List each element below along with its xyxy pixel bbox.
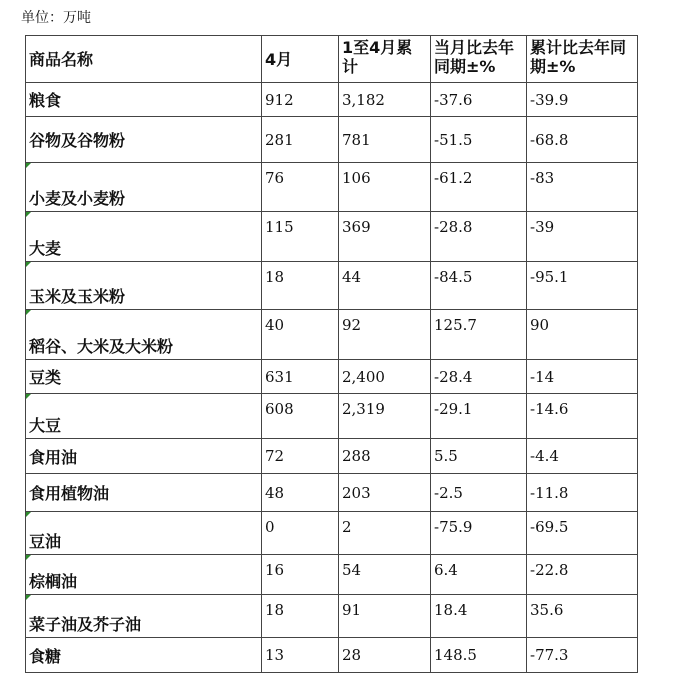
april-value: 16 <box>262 555 339 595</box>
table-row <box>26 638 638 673</box>
commodity-name <box>26 83 262 117</box>
commodity-name <box>26 512 262 555</box>
cumulative-yoy-value: 35.6 <box>527 595 638 638</box>
header-row <box>26 36 638 83</box>
cumulative-yoy-value: -69.5 <box>527 512 638 555</box>
month-yoy-value: -2.5 <box>431 474 527 512</box>
table-row <box>26 262 638 310</box>
cumulative-yoy-value: -14 <box>527 360 638 394</box>
comment-marker-icon <box>26 555 31 560</box>
commodity-name <box>26 474 262 512</box>
comment-marker-icon <box>26 394 31 399</box>
header-cumulative-yoy: 累计比去年同期±% <box>527 36 638 83</box>
cumulative-value: 369 <box>339 212 431 262</box>
cumulative-yoy-value: -4.4 <box>527 439 638 474</box>
april-value: 48 <box>262 474 339 512</box>
april-value: 13 <box>262 638 339 673</box>
commodity-name-text: 稻谷、大米及大米粉 <box>29 337 174 356</box>
commodity-name-text: 谷物及谷物粉 <box>29 131 126 150</box>
table-row <box>26 555 638 595</box>
unit-label: 单位：万吨 <box>21 10 91 26</box>
comment-marker-icon <box>26 262 31 267</box>
april-value: 40 <box>262 310 339 360</box>
month-yoy-value: 6.4 <box>431 555 527 595</box>
april-value: 115 <box>262 212 339 262</box>
commodity-name <box>26 163 262 212</box>
month-yoy-value: -29.1 <box>431 394 527 439</box>
table-row <box>26 117 638 163</box>
cumulative-value: 92 <box>339 310 431 360</box>
table-row <box>26 474 638 512</box>
cumulative-value: 203 <box>339 474 431 512</box>
comment-marker-icon <box>26 595 31 600</box>
cumulative-yoy-value: -77.3 <box>527 638 638 673</box>
table-row <box>26 83 638 117</box>
comment-marker-icon <box>26 310 31 315</box>
comment-marker-icon <box>26 163 31 168</box>
commodity-name <box>26 394 262 439</box>
table-row <box>26 310 638 360</box>
month-yoy-value: -61.2 <box>431 163 527 212</box>
commodity-name <box>26 212 262 262</box>
cumulative-yoy-value: -83 <box>527 163 638 212</box>
cumulative-value: 106 <box>339 163 431 212</box>
april-value: 281 <box>262 117 339 163</box>
cumulative-yoy-value: 90 <box>527 310 638 360</box>
header-name: 商品名称 <box>26 36 262 83</box>
april-value: 608 <box>262 394 339 439</box>
table-row <box>26 212 638 262</box>
cumulative-yoy-value: -22.8 <box>527 555 638 595</box>
month-yoy-value: -75.9 <box>431 512 527 555</box>
commodity-name-text: 大麦 <box>29 239 62 258</box>
commodity-name <box>26 555 262 595</box>
month-yoy-value: 5.5 <box>431 439 527 474</box>
month-yoy-value: 148.5 <box>431 638 527 673</box>
cumulative-value: 2,400 <box>339 360 431 394</box>
cumulative-yoy-value: -95.1 <box>527 262 638 310</box>
cumulative-yoy-value: -14.6 <box>527 394 638 439</box>
month-yoy-value: -28.4 <box>431 360 527 394</box>
cumulative-value: 28 <box>339 638 431 673</box>
commodity-name-text: 食糖 <box>29 646 62 666</box>
april-value: 76 <box>262 163 339 212</box>
cumulative-yoy-value: -39 <box>527 212 638 262</box>
commodity-name-text: 食用植物油 <box>29 484 110 503</box>
cumulative-value: 781 <box>339 117 431 163</box>
commodity-name-text: 食用油 <box>29 447 78 467</box>
month-yoy-value: 125.7 <box>431 310 527 360</box>
commodity-name-text: 小麦及小麦粉 <box>29 189 126 208</box>
commodity-name-text: 玉米及玉米粉 <box>29 287 126 306</box>
table-row <box>26 595 638 638</box>
table-row <box>26 439 638 474</box>
table-row <box>26 512 638 555</box>
comment-marker-icon <box>26 212 31 217</box>
commodity-name-text: 豆类 <box>29 368 62 387</box>
cumulative-value: 3,182 <box>339 83 431 117</box>
table-row <box>26 360 638 394</box>
commodity-name-text: 豆油 <box>29 532 62 551</box>
commodity-name <box>26 638 262 673</box>
month-yoy-value: -51.5 <box>431 117 527 163</box>
cumulative-value: 2,319 <box>339 394 431 439</box>
month-yoy-value: 18.4 <box>431 595 527 638</box>
commodity-name <box>26 595 262 638</box>
commodity-name <box>26 310 262 360</box>
import-table <box>25 35 638 673</box>
cumulative-value: 288 <box>339 439 431 474</box>
commodity-name <box>26 439 262 474</box>
april-value: 72 <box>262 439 339 474</box>
month-yoy-value: -28.8 <box>431 212 527 262</box>
month-yoy-value: -84.5 <box>431 262 527 310</box>
april-value: 912 <box>262 83 339 117</box>
commodity-name <box>26 262 262 310</box>
april-value: 631 <box>262 360 339 394</box>
cumulative-value: 54 <box>339 555 431 595</box>
commodity-name-text: 粮食 <box>29 91 62 110</box>
table-row <box>26 163 638 212</box>
commodity-name-text: 菜子油及芥子油 <box>29 615 142 634</box>
april-value: 0 <box>262 512 339 555</box>
comment-marker-icon <box>26 512 31 517</box>
cumulative-value: 44 <box>339 262 431 310</box>
header-april: 4月 <box>262 36 339 83</box>
month-yoy-value: -37.6 <box>431 83 527 117</box>
april-value: 18 <box>262 595 339 638</box>
cumulative-yoy-value: -39.9 <box>527 83 638 117</box>
commodity-name <box>26 117 262 163</box>
header-month-yoy: 当月比去年同期±% <box>431 36 527 83</box>
commodity-name <box>26 360 262 394</box>
header-cumulative: 1至4月累计 <box>339 36 431 83</box>
cumulative-value: 91 <box>339 595 431 638</box>
table-row <box>26 394 638 439</box>
april-value: 18 <box>262 262 339 310</box>
cumulative-yoy-value: -11.8 <box>527 474 638 512</box>
cumulative-yoy-value: -68.8 <box>527 117 638 163</box>
commodity-name-text: 大豆 <box>29 416 62 435</box>
commodity-name-text: 棕榈油 <box>29 572 78 591</box>
cumulative-value: 2 <box>339 512 431 555</box>
